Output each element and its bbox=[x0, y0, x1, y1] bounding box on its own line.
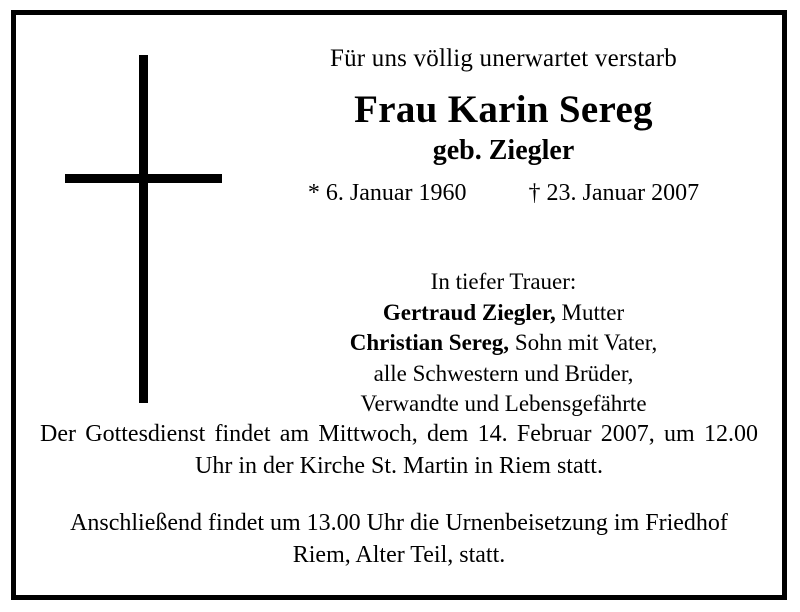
intro-line: Für uns völlig unerwartet verstarb bbox=[330, 45, 677, 72]
mourner-relation: Verwandte und Lebensgefährte bbox=[360, 391, 647, 417]
mourner-row bbox=[231, 328, 776, 359]
burial-paragraph: Anschließend findet um 13.00 Uhr die Urnenbeisetzung im Friedhof Riem, Alter Teil, statt. bbox=[70, 510, 728, 569]
mourner-name: Gertraud Ziegler, bbox=[382, 299, 556, 325]
mourner-row bbox=[231, 389, 776, 420]
mourners-block bbox=[231, 267, 776, 420]
mourner-relation: alle Schwestern und Brüder, bbox=[373, 360, 634, 386]
deceased-maiden-name: geb. Ziegler bbox=[432, 134, 575, 166]
mourner-relation: Mutter bbox=[555, 299, 625, 325]
obituary-notice bbox=[11, 10, 787, 600]
deceased-header bbox=[231, 45, 776, 207]
cross-vertical-bar bbox=[139, 55, 148, 403]
mourning-heading: In tiefer Trauer: bbox=[430, 269, 577, 294]
death-date: † 23. Januar 2007 bbox=[528, 179, 700, 206]
life-dates bbox=[231, 180, 776, 207]
notice-lower-section bbox=[16, 419, 782, 572]
service-paragraph: Der Gottesdienst findet am Mittwoch, dem 14. Februar 2007, um 12.00 Uhr in der Kirche St. Martin in Riem statt. bbox=[40, 421, 758, 479]
deceased-name: Frau Karin Sereg bbox=[354, 87, 653, 131]
cross-horizontal-bar bbox=[65, 174, 222, 183]
mourner-name: Christian Sereg, bbox=[349, 330, 510, 356]
notice-upper-section bbox=[16, 15, 782, 415]
mourner-relation: Sohn mit Vater, bbox=[509, 330, 658, 356]
cross-symbol bbox=[36, 43, 236, 403]
mourner-row bbox=[231, 298, 776, 329]
mourner-row bbox=[231, 359, 776, 390]
birth-date: * 6. Januar 1960 bbox=[307, 179, 467, 206]
